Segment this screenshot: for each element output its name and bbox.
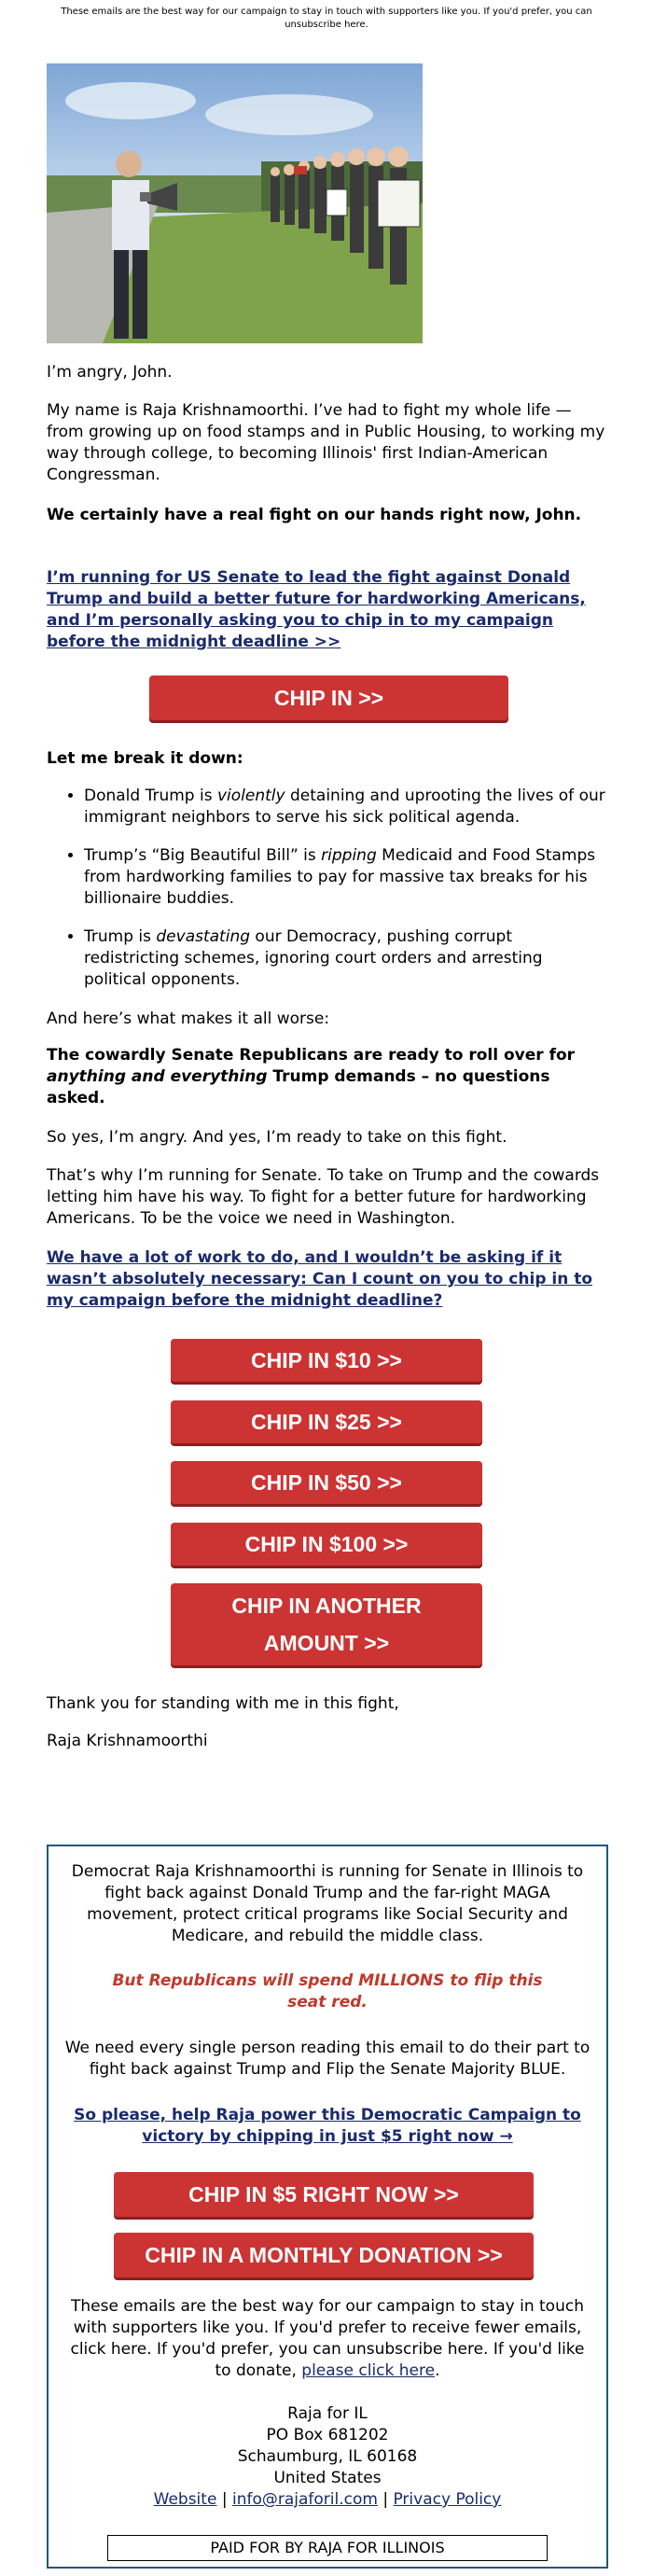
list-item: • Donald Trump is violently detaining and uprooting the lives of our immigrant neighbors to serve his sick political agenda. [84, 786, 606, 828]
chip-in-25-button[interactable]: CHIP IN $25 >> [171, 1400, 482, 1443]
country-line: United States [273, 2469, 382, 2487]
senate-campaign-link[interactable]: I’m running for US Senate to lead the fight against Donald Trump and build a better future for hardworking Americans, and I’m personally asking you to chip in to my campaign before the midnight deadline >> [47, 568, 586, 651]
count-on-you-link[interactable]: We have a lot of work to do, and I wouldn’t be asking if it wasn’t absolutely necessary: Can I count on you to chip in to my campaign before the midnight deadline? [47, 1248, 593, 1310]
footer-ask: We need every single person reading this email to do their part to fight back against Trump and Flip the Senate Majority BLUE. [64, 2039, 590, 2079]
footer-box [47, 1845, 608, 2569]
chip-in-button[interactable]: CHIP IN >> [149, 675, 508, 720]
senate-republicans-paragraph: The cowardly Senate Republicans are ready to roll over for anything and everything Trump demands – no questions asked. [47, 1046, 576, 1107]
monthly-donation-button[interactable]: CHIP IN A MONTHLY DONATION >> [114, 2233, 534, 2277]
angry-line: So yes, I’m angry. And yes, I’m ready to take on this fight. [47, 1128, 507, 1147]
signature: Raja Krishnamoorthi [47, 1732, 208, 1750]
running-paragraph: That’s why I’m running for Senate. To take on Trump and the cowards letting him have his way. To fight for a better future for hardworking Americans. To be the voice we need in Washington. [47, 1166, 600, 1228]
footer-warning: But Republicans will spend MILLIONS to flip this seat red. [112, 1971, 543, 2012]
privacy-policy-link[interactable]: Privacy Policy [393, 2490, 502, 2509]
footer-donate-5-link[interactable]: So please, help Raja power this Democratic Campaign to victory by chipping in just $5 right now → [74, 2106, 581, 2146]
chip-in-5-button[interactable]: CHIP IN $5 RIGHT NOW >> [114, 2172, 534, 2217]
donate-link[interactable]: please click here [301, 2361, 436, 2380]
greeting-text: I’m angry, John. [47, 363, 173, 382]
chip-in-10-button[interactable]: CHIP IN $10 >> [171, 1339, 482, 1382]
paid-for-disclaimer: PAID FOR BY RAJA FOR ILLINOIS [107, 2535, 548, 2561]
hero-photo [47, 63, 423, 343]
footer-links: Website | info@rajaforil.com | Privacy Policy [153, 2490, 502, 2509]
rally-photo-illustration [47, 63, 423, 343]
email-link[interactable]: info@rajaforil.com [231, 2490, 378, 2509]
city-line: Schaumburg, IL 60168 [237, 2447, 418, 2466]
chip-in-other-amount-button[interactable] [171, 1583, 482, 1665]
footer-notice: These emails are the best way for our campaign to stay in touch with supporters like you. If you'd prefer to receive fewer emails, click here. If you'd prefer, you can unsubscribe here. If you'd like to donate, please click here. [70, 2297, 585, 2380]
po-box: PO Box 681202 [266, 2426, 389, 2444]
button-label-line: CHIP IN ANOTHER [231, 1594, 422, 1618]
worse-line: And here’s what makes it all worse: [47, 1010, 330, 1028]
issue-list [47, 786, 606, 991]
intro-paragraph: My name is Raja Krishnamoorthi. I’ve had to fight my whole life — from growing up on food stamps and in Public Housing, to working my way through college, to becoming Illinois' first Indian-American Congressman. [47, 401, 605, 484]
chip-in-50-button[interactable]: CHIP IN $50 >> [171, 1461, 482, 1504]
website-link[interactable]: Website [153, 2490, 217, 2509]
list-item: • Trump’s “Big Beautiful Bill” is ripping Medicaid and Food Stamps from hardworking families to pay for massive tax breaks for his billionaire buddies. [84, 845, 606, 910]
org-name: Raja for IL [287, 2404, 368, 2423]
chip-in-100-button[interactable]: CHIP IN $100 >> [171, 1523, 482, 1566]
list-item: • Trump is devastating our Democracy, pushing corrupt redistricting schemes, ignoring court orders and arresting political opponents. [84, 926, 606, 991]
button-label-line: AMOUNT >> [263, 1631, 390, 1655]
footer-about: Democrat Raja Krishnamoorthi is running for Senate in Illinois to fight back against Donald Trump and the far-right MAGA movement, protect critical programs like Social Security and Medicare, and rebuild the middle class. [71, 1862, 584, 1945]
preheader-text: These emails are the best way for our campaign to stay in touch with supporters like you. If you'd prefer, you can unsubscribe here. [61, 7, 592, 30]
fight-heading: We certainly have a real fight on our hands right now, John. [47, 506, 582, 524]
breakdown-heading: Let me break it down: [47, 749, 243, 768]
thanks-line: Thank you for standing with me in this fight, [47, 1694, 399, 1713]
